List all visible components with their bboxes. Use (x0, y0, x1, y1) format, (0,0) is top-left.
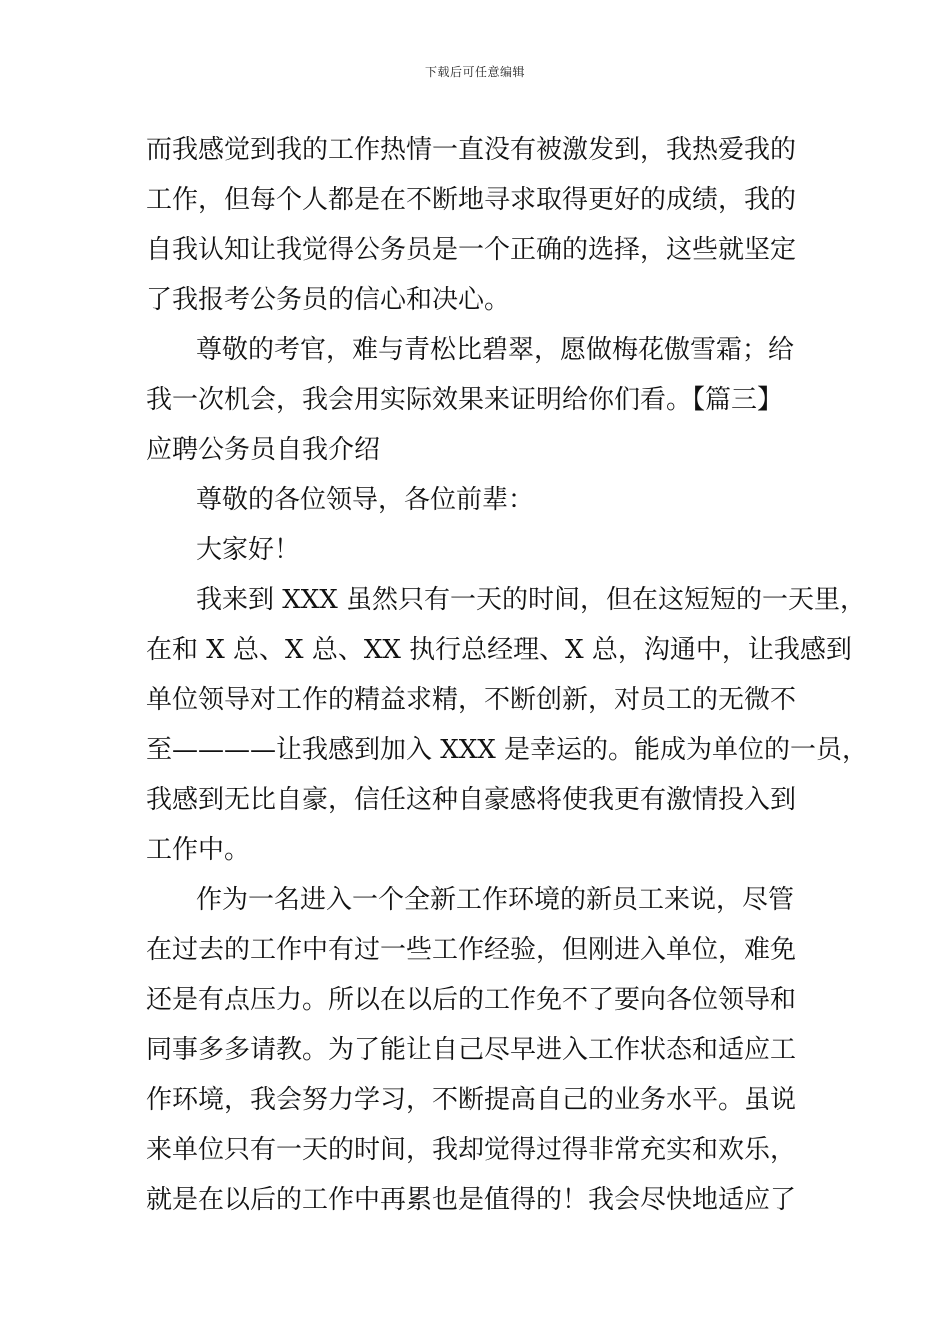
text-line: 工作，但每个人都是在不断地寻求取得更好的成绩，我的 (146, 185, 797, 215)
text-line: 我来到 XXX 虽然只有一天的时间，但在这短短的一天里， (196, 585, 867, 615)
text-line: 在和 X 总、X 总、XX 执行总经理、X 总，沟通中，让我感到 (146, 635, 852, 665)
text-line: 我一次机会，我会用实际效果来证明给你们看。【篇三】 (146, 385, 784, 415)
text-line: 了我报考公务员的信心和决心。 (146, 285, 511, 315)
salutation: 尊敬的各位领导，各位前辈： (196, 485, 535, 515)
text-line: 单位领导对工作的精益求精，不断创新，对员工的无微不 (146, 685, 797, 715)
text-line: 而我感觉到我的工作热情一直没有被激发到，我热爱我的 (146, 135, 797, 165)
text-line: 作为一名进入一个全新工作环境的新员工来说，尽管 (196, 885, 795, 915)
text-line: 工作中。 (146, 835, 251, 865)
page-header: 下载后可任意编辑 (424, 65, 525, 79)
text-line: 我感到无比自豪，信任这种自豪感将使我更有激情投入到 (146, 785, 797, 815)
text-line: 尊敬的考官，难与青松比碧翠，愿做梅花傲雪霜；给 (196, 335, 795, 365)
text-line: 就是在以后的工作中再累也是值得的！我会尽快地适应了 (146, 1185, 797, 1215)
text-line: 在过去的工作中有过一些工作经验，但刚进入单位，难免 (146, 935, 797, 965)
text-line: 还是有点压力。所以在以后的工作免不了要向各位领导和 (146, 985, 797, 1015)
text-line: 作环境，我会努力学习，不断提高自己的业务水平。虽说 (146, 1085, 797, 1115)
text-line: 来单位只有一天的时间，我却觉得过得非常充实和欢乐， (146, 1135, 797, 1165)
text-line: 至————让我感到加入 XXX 是幸运的。能成为单位的一员， (146, 735, 869, 765)
text-line: 自我认知让我觉得公务员是一个正确的选择，这些就坚定 (146, 235, 797, 265)
section-title: 应聘公务员自我介绍 (146, 435, 381, 465)
text-line: 同事多多请教。为了能让自己尽早进入工作状态和适应工 (146, 1035, 797, 1065)
greeting: 大家好！ (196, 535, 301, 565)
